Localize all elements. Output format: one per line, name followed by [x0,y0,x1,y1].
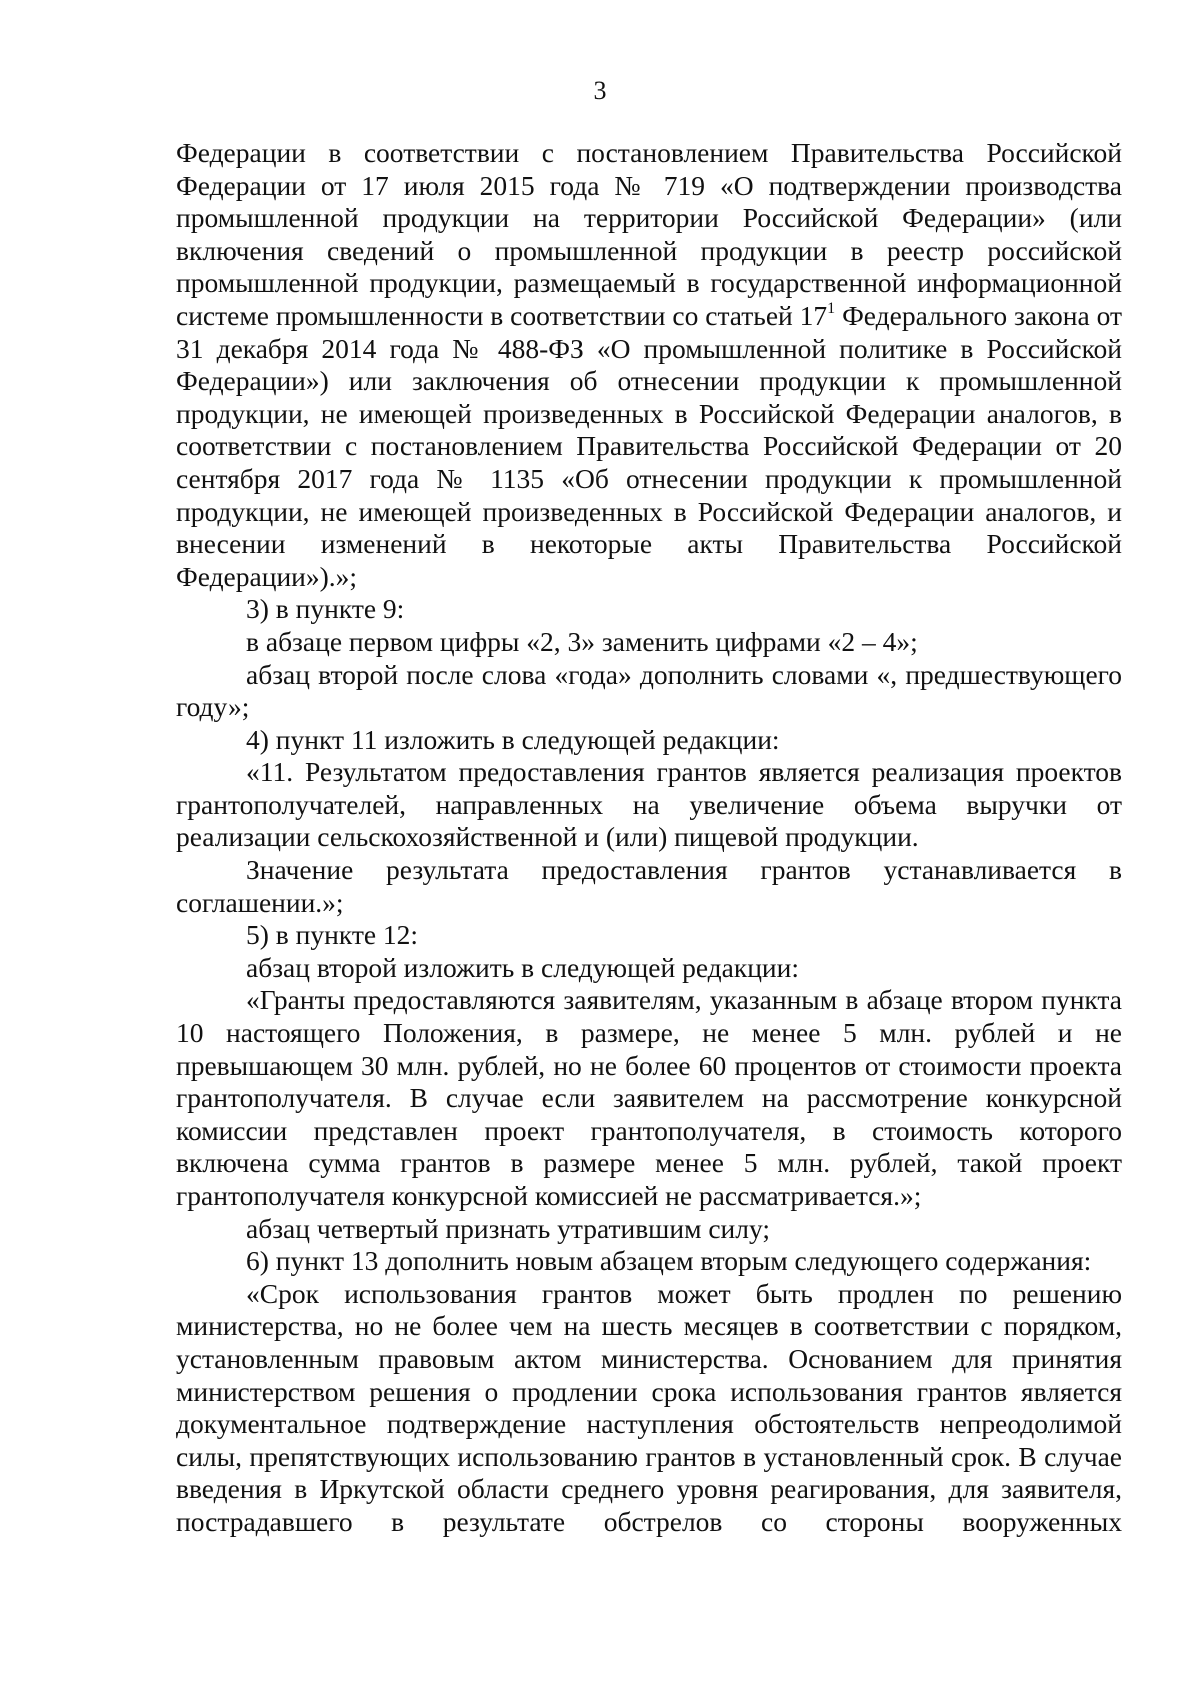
paragraph-item-3: 3) в пункте 9: [246,593,405,625]
paragraph-item-5: 5) в пункте 12: [246,919,419,951]
paragraph-item-5-abzac-4: абзац четвертый признать утратившим силу; [246,1212,771,1244]
paragraph-item-3-abzac-1: в абзаце первом цифры «2, 3» заменить цифрами «2 – 4»; [246,625,918,657]
superscript: 1 [827,299,836,317]
paragraph-item-6: 6) пункт 13 дополнить новым абзацем вторым следующего содержания: [246,1245,1092,1277]
paragraph-item-4: 4) пункт 11 изложить в следующей редакции: [246,723,780,755]
paragraph-text-continued: Федерального закона от 31 декабря 2014 года № 488-ФЗ «О промышленной политике в Российской Федерации») или заключения об отнесении продукции к промышленной продукции, не имеющей произведенных в Российской Федерации аналогов, в соответствии с постановлением Правительства Российской Федерации от 20 сентября 2017 года № 1135 «Об отнесении продукции к промышленной продукции, не имеющей произведенных в Российской Федерации аналогов, и внесении изменений в некоторые акты Правительства Российской Федерации»).»; [176,299,1123,592]
paragraph-item-3-abzac-2: абзац второй после слова «года» дополнить словами «, предшествующего году»; [176,658,1122,723]
paragraph-continuation [176,137,1122,593]
paragraph-item-5-abzac: абзац второй изложить в следующей редакции: [246,951,800,983]
paragraph-item-4-result: Значение результата предоставления грантов устанавливается в соглашении.»; [176,854,1122,918]
paragraph-item-4-quote: «11. Результатом предоставления грантов является реализация проектов грантополучателей, направленных на увеличение объема выручки от реализации сельскохозяйственной и (или) пищевой продукции. [176,756,1122,853]
paragraph-item-5-quote: «Гранты предоставляются заявителям, указанным в абзаце втором пункта 10 настоящего Положения, в размере, не менее 5 млн. рублей и не превышающем 30 млн. рублей, но не более 60 процентов от стоимости проекта грантополучателя. В случае если заявителем на рассмотрение конкурсной комиссии представлен проект грантополучателя, в стоимость которого включена сумма грантов в размере менее 5 млн. рублей, такой проект грантополучателя конкурсной комиссией не рассматривается.»; [176,984,1122,1211]
page-number: 3 [593,76,607,105]
paragraph-text: Федерации в соответствии с постановлением Правительства Российской Федерации от 17 июля 2015 года № 719 «О подтверждении производства промышленной продукции на территории Российской Федерации» (или включения сведений о промышленной продукции в реестр российской промышленной продукции, размещаемый в государственной информационной системе промышленности в соответствии со статьей 17 [176,137,1122,331]
document-body [176,137,1122,1539]
paragraph-item-6-quote: «Срок использования грантов может быть продлен по решению министерства, но не более чем на шесть месяцев в соответствии с порядком, установленным правовым актом министерства. Основанием для принятия министерством решения о продлении срока использования грантов является документальное подтверждение наступления обстоятельств непреодолимой силы, препятствующих использованию грантов в установленный срок. В случае введения в Иркутской области среднего уровня реагирования, для заявителя, пострадавшего в результате обстрелов со стороны вооруженных [176,1277,1122,1537]
